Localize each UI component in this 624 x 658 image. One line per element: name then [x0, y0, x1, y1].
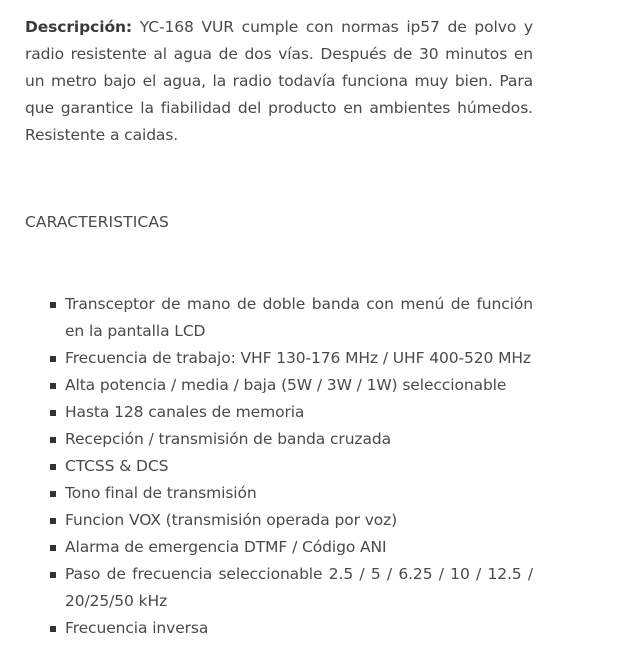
square-bullet-icon — [50, 518, 56, 524]
feature-text: Frecuencia de trabajo: VHF 130-176 MHz / UHF 400-520 MHz — [65, 349, 531, 367]
feature-text: Paso de frecuencia seleccionable 2.5 / 5 / 6.25 / 10 / 12.5 / 20/25/50 kHz — [65, 565, 533, 610]
feature-item — [65, 399, 533, 426]
feature-text: Tono final de transmisión — [65, 484, 257, 502]
square-bullet-icon — [50, 572, 56, 578]
feature-item — [65, 372, 533, 399]
feature-item — [65, 291, 533, 345]
product-details — [25, 0, 533, 642]
product-description — [25, 14, 533, 149]
square-bullet-icon — [50, 491, 56, 497]
feature-item — [65, 507, 533, 534]
description-label: Descripción: — [25, 18, 133, 36]
square-bullet-icon — [50, 356, 56, 362]
feature-item — [65, 345, 533, 372]
feature-text: Transceptor de mano de doble banda con menú de función en la pantalla LCD — [65, 295, 533, 340]
square-bullet-icon — [50, 410, 56, 416]
feature-item — [65, 426, 533, 453]
square-bullet-icon — [50, 626, 56, 632]
feature-text: Funcion VOX (transmisión operada por voz) — [65, 511, 398, 529]
square-bullet-icon — [50, 545, 56, 551]
features-heading: CARACTERISTICAS — [25, 213, 169, 231]
square-bullet-icon — [50, 383, 56, 389]
feature-text: Frecuencia inversa — [65, 619, 209, 637]
feature-text: Alta potencia / media / baja (5W / 3W / 1W) seleccionable — [65, 376, 507, 394]
feature-item — [65, 453, 533, 480]
square-bullet-icon — [50, 437, 56, 443]
feature-item — [65, 615, 533, 642]
feature-item — [65, 561, 533, 615]
square-bullet-icon — [50, 302, 56, 308]
feature-text: Hasta 128 canales de memoria — [65, 403, 305, 421]
features-list — [25, 291, 533, 642]
feature-item — [65, 534, 533, 561]
feature-text: Recepción / transmisión de banda cruzada — [65, 430, 392, 448]
square-bullet-icon — [50, 464, 56, 470]
feature-text: CTCSS & DCS — [65, 457, 169, 475]
description-text: YC-168 VUR cumple con normas ip57 de polvo y radio resistente al agua de dos vías. Después de 30 minutos en un metro bajo el agua, la radio todavía funciona muy bien. Para que garantice la fiabilidad del producto en ambientes húmedos. Resistente a caidas. — [25, 18, 534, 144]
feature-text: Alarma de emergencia DTMF / Código ANI — [65, 538, 387, 556]
feature-item — [65, 480, 533, 507]
